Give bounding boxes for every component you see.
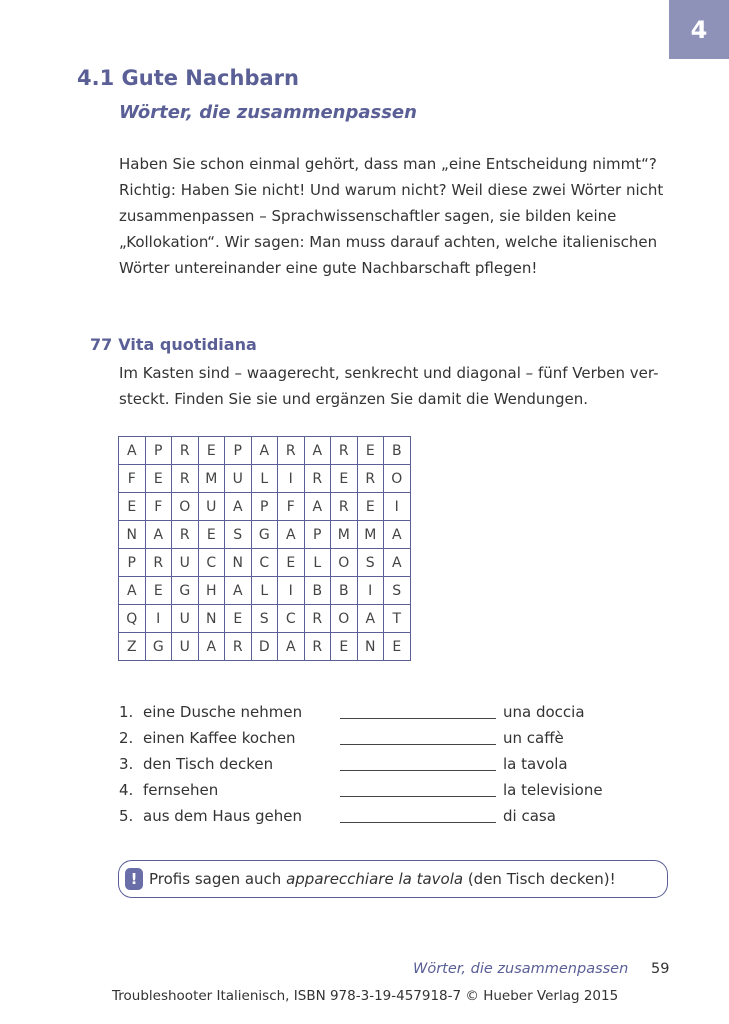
tip-text-after: (den Tisch decken)! [463,870,616,888]
grid-cell: I [145,605,172,633]
grid-cell: A [198,633,225,661]
intro-line: „Kollokation“. Wir sagen: Man muss darauf achten, welche italienischen [119,233,658,251]
section-subtitle: Wörter, die zusammenpassen [119,102,417,123]
grid-cell: R [172,465,199,493]
grid-cell: S [251,605,278,633]
grid-cell: T [384,605,411,633]
grid-cell: R [145,549,172,577]
grid-cell: L [251,577,278,605]
german-phrase: fernsehen [143,781,219,799]
grid-cell: G [172,577,199,605]
grid-cell: C [278,605,305,633]
instruction-line: steckt. Finden Sie sie und ergänzen Sie damit die Wendungen. [119,390,588,408]
grid-cell: U [198,493,225,521]
grid-cell: I [278,577,305,605]
grid-cell: O [331,549,358,577]
grid-cell: E [119,493,146,521]
grid-cell: C [198,549,225,577]
grid-cell: Z [119,633,146,661]
grid-cell: R [304,633,331,661]
grid-cell: L [251,465,278,493]
grid-row [119,521,411,549]
grid-cell: E [198,437,225,465]
grid-cell: E [384,633,411,661]
running-footer-title: Wörter, die zusammenpassen [413,961,629,977]
grid-cell: A [278,521,305,549]
grid-cell: M [198,465,225,493]
grid-cell: R [172,521,199,549]
grid-cell: Q [119,605,146,633]
grid-cell: R [225,633,252,661]
grid-cell: S [384,577,411,605]
grid-cell: N [357,633,384,661]
grid-cell: F [145,493,172,521]
item-number: 5. [119,807,134,825]
item-number: 1. [119,703,134,721]
word-search-grid [118,436,411,661]
page-number: 59 [651,961,670,977]
grid-cell: H [198,577,225,605]
grid-cell: E [278,549,305,577]
german-phrase: aus dem Haus gehen [143,807,302,825]
item-number: 2. [119,729,134,747]
intro-line: zusammenpassen – Sprachwissenschaftler sagen, sie bilden keine [119,207,617,225]
grid-cell: E [357,437,384,465]
grid-cell: E [357,493,384,521]
grid-cell: E [331,465,358,493]
grid-cell: A [278,633,305,661]
grid-cell: A [384,521,411,549]
grid-cell: R [331,493,358,521]
grid-cell: A [251,437,278,465]
tip-italic-phrase: apparecchiare la tavola [286,870,464,888]
item-number: 4. [119,781,134,799]
grid-cell: P [251,493,278,521]
grid-cell: C [251,549,278,577]
intro-line: Haben Sie schon einmal gehört, dass man „eine Entscheidung nimmt“? [119,155,657,173]
grid-cell: R [331,437,358,465]
grid-cell: N [198,605,225,633]
grid-cell: N [119,521,146,549]
answer-blank[interactable] [340,744,496,745]
italian-phrase: un caffè [503,729,564,747]
grid-cell: P [304,521,331,549]
phrase-item [119,803,679,829]
phrase-item [119,725,679,751]
grid-row [119,465,411,493]
grid-cell: A [357,605,384,633]
italian-phrase: la televisione [503,781,603,799]
grid-cell: E [145,465,172,493]
grid-cell: I [357,577,384,605]
german-phrase: einen Kaffee kochen [143,729,296,747]
intro-line: Wörter untereinander eine gute Nachbarschaft pflegen! [119,259,538,277]
grid-cell: B [384,437,411,465]
answer-blank[interactable] [340,718,496,719]
section-title [77,66,299,90]
grid-cell: U [172,605,199,633]
grid-cell: A [225,577,252,605]
grid-cell: I [384,493,411,521]
grid-cell: A [145,521,172,549]
italian-phrase: una doccia [503,703,585,721]
answer-blank[interactable] [340,796,496,797]
grid-cell: L [304,549,331,577]
grid-cell: O [331,605,358,633]
grid-cell: E [331,633,358,661]
grid-cell: G [145,633,172,661]
grid-row [119,549,411,577]
grid-row [119,437,411,465]
grid-cell: A [304,493,331,521]
german-phrase: den Tisch decken [143,755,274,773]
grid-cell: P [225,437,252,465]
tip-text [149,870,616,888]
intro-line: Richtig: Haben Sie nicht! Und warum nicht? Weil diese zwei Wörter nicht [119,181,664,199]
grid-cell: I [278,465,305,493]
exercise-number: 77 [90,335,113,354]
exclamation-icon: ! [125,868,143,890]
grid-cell: A [304,437,331,465]
instruction-line: Im Kasten sind – waagerecht, senkrecht und diagonal – fünf Verben ver- [119,364,659,382]
copyright-line: Troubleshooter Italienisch, ISBN 978-3-19-457918-7 © Hueber Verlag 2015 [112,988,619,1004]
grid-cell: R [278,437,305,465]
grid-cell: U [225,465,252,493]
item-number: 3. [119,755,134,773]
italian-phrase: di casa [503,807,556,825]
grid-cell: U [172,633,199,661]
section-number: 4.1 [77,66,115,90]
grid-cell: O [384,465,411,493]
intro-paragraph [119,151,679,281]
answer-blank[interactable] [340,822,496,823]
italian-phrase: la tavola [503,755,568,773]
phrase-item [119,699,679,725]
grid-cell: E [145,577,172,605]
grid-cell: A [119,437,146,465]
grid-row [119,493,411,521]
phrase-item [119,777,679,803]
tip-box [118,860,668,898]
grid-cell: E [198,521,225,549]
grid-row [119,605,411,633]
chapter-tab: 4 [669,0,729,59]
grid-cell: M [357,521,384,549]
grid-cell: N [225,549,252,577]
section-title-text: Gute Nachbarn [121,66,299,90]
grid-cell: P [119,549,146,577]
phrase-item [119,751,679,777]
grid-cell: B [331,577,358,605]
grid-cell: A [119,577,146,605]
grid-cell: P [145,437,172,465]
grid-cell: F [278,493,305,521]
phrase-list [119,699,679,829]
grid-row [119,633,411,661]
grid-cell: S [357,549,384,577]
answer-blank[interactable] [340,770,496,771]
exercise-title: Vita quotidiana [118,335,257,354]
exercise-heading [90,335,257,354]
grid-cell: A [384,549,411,577]
grid-cell: F [119,465,146,493]
grid-cell: A [225,493,252,521]
grid-cell: M [331,521,358,549]
grid-cell: R [357,465,384,493]
german-phrase: eine Dusche nehmen [143,703,303,721]
tip-text-before: Profis sagen auch [149,870,287,888]
grid-cell: S [225,521,252,549]
grid-cell: O [172,493,199,521]
grid-cell: G [251,521,278,549]
grid-cell: B [304,577,331,605]
grid-cell: R [304,465,331,493]
grid-cell: D [251,633,278,661]
grid-cell: U [172,549,199,577]
grid-row [119,577,411,605]
exercise-instruction [119,360,679,412]
grid-cell: E [225,605,252,633]
grid-cell: R [304,605,331,633]
grid-cell: R [172,437,199,465]
